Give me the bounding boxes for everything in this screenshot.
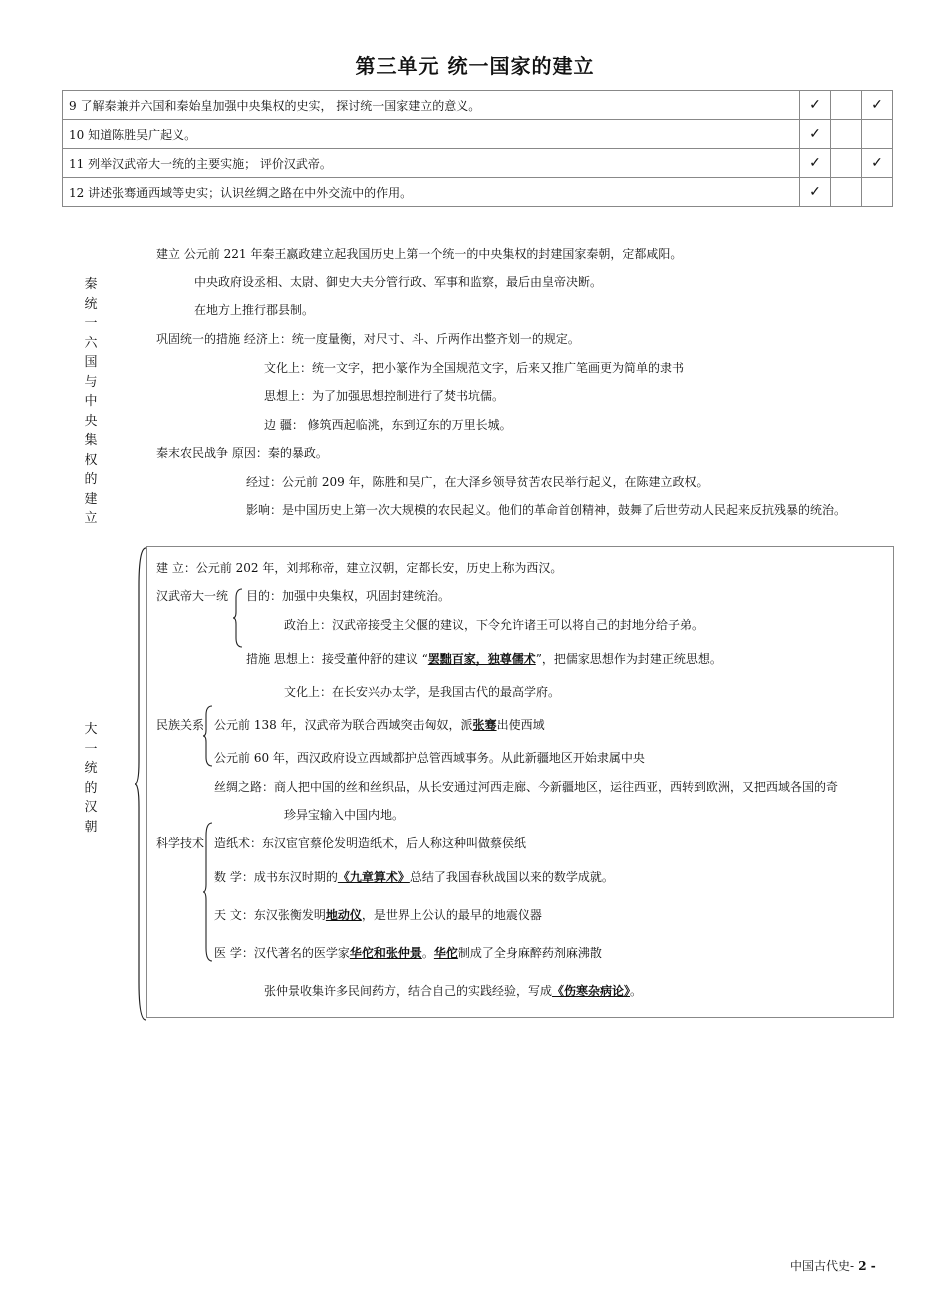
objective-row [63,120,893,149]
han-line-8: 丝绸之路：商人把中国的丝和丝织品，从长安通过河西走廊、今新疆地区，运往西亚，西转到欧洲，又把西域各国的奇 [214,780,839,794]
page-title: 第三单元 统一国家的建立 [355,54,595,78]
han-line-4: 措施 思想上：接受董仲舒的建议 “罢黜百家，独尊儒术”，把儒家思想作为封建正统思想。 [246,652,722,666]
highlight-term: 罢黜百家，独尊儒术 [427,652,536,666]
han-ethnic-brace-icon [202,705,214,767]
check-mark-cell [862,120,893,149]
han-line-10: 造纸术：东汉宦官蔡伦发明造纸术，后人称这种叫做蔡侯纸 [214,836,527,850]
check-mark-cell: ✓ [800,91,831,120]
qin-line-1: 建立 公元前 221 年秦王嬴政建立起我国历史上第一个统一的中央集权的封建国家秦朝，定都咸阳。 [156,247,683,261]
han-line-6: 公元前 138 年，汉武帝为联合西域突击匈奴，派张骞出使西域 [214,718,545,732]
footer-label: 中国古代史- [790,1259,855,1273]
han-line-2-label: 汉武帝大一统 [156,589,229,603]
objective-text: 11 列举汉武帝大一统的主要实施； 评价汉武帝。 [63,149,800,178]
han-line-13: 医 学：汉代著名的医学家华佗和张仲景。华佗制成了全身麻醉药剂麻沸散 [214,946,602,960]
qin-line-4: 巩固统一的措施 经济上：统一度量衡，对尺寸、斗、斤两作出整齐划一的规定。 [156,332,580,346]
qin-line-2: 中央政府设丞相、太尉、御史大夫分管行政、军事和监察，最后由皇帝决断。 [194,275,603,289]
check-mark-cell: ✓ [800,149,831,178]
qin-line-9: 经过：公元前 209 年，陈胜和吴广，在大泽乡领导贫苦农民举行起义，在陈建立政权。 [246,475,709,489]
page-footer [790,1257,876,1274]
highlight-term: 《伤寒杂病论》 [552,984,631,998]
check-mark-cell: ✓ [862,149,893,178]
han-line-1: 建 立：公元前 202 年，刘邦称帝，建立汉朝，定都长安，历史上称为西汉。 [156,561,563,575]
check-mark-cell: ✓ [800,178,831,207]
page-number: 2 - [854,1259,876,1273]
highlight-term: 张骞 [472,718,497,732]
han-side-title: 大一统的汉朝 [84,722,98,835]
han-line-12: 天 文：东汉张衡发明地动仪，是世界上公认的最早的地震仪器 [214,908,542,922]
check-mark-cell [831,149,862,178]
han-emperor-brace-icon [232,588,244,648]
han-line-14: 张仲景收集许多民间药方，结合自己的实践经验，写成《伤寒杂病论》。 [264,984,643,998]
qin-line-10: 影响：是中国历史上第一次大规模的农民起义。他们的革命首创精神，鼓舞了后世劳动人民起来反抗残暴的统治。 [246,503,847,517]
objective-text: 9 了解秦兼并六国和秦始皇加强中央集权的史实， 探讨统一国家建立的意义。 [63,91,800,120]
han-line-6-label: 民族关系 [156,718,205,732]
han-line-7: 公元前 60 年，西汉政府设立西域都护总管西域事务。从此新疆地区开始隶属中央 [214,751,645,765]
objective-row [63,178,893,207]
check-mark-cell [862,178,893,207]
qin-line-5: 文化上：统一文字，把小篆作为全国规范文字，后来又推广笔画更为简单的隶书 [264,361,685,375]
highlight-term: 华佗和张仲景 [349,946,422,960]
objective-row [63,91,893,120]
qin-line-6: 思想上：为了加强思想控制进行了焚书坑儒。 [264,389,505,403]
check-mark-cell: ✓ [800,120,831,149]
highlight-term: 地动仪 [325,908,362,922]
objective-text: 10 知道陈胜吴广起义。 [63,120,800,149]
han-line-9: 珍异宝输入中国内地。 [284,808,405,822]
objectives-table [62,90,893,207]
check-mark-cell [831,178,862,207]
objective-row [63,149,893,178]
qin-side-title: 秦统一六国与中央集权的建立 [84,277,98,526]
check-mark-cell [831,120,862,149]
qin-line-3: 在地方上推行郡县制。 [194,303,315,317]
objective-text: 12 讲述张骞通西域等史实；认识丝绸之路在中外交流中的作用。 [63,178,800,207]
han-line-5: 文化上：在长安兴办太学，是我国古代的最高学府。 [284,685,561,699]
qin-line-7: 边 疆： 修筑西起临洮，东到辽东的万里长城。 [264,418,512,432]
han-line-3: 政治上：汉武帝接受主父偃的建议，下令允许诸王可以将自己的封地分给子弟。 [284,618,705,632]
check-mark-cell: ✓ [862,91,893,120]
han-line-2-goal: 目的：加强中央集权，巩固封建统治。 [246,589,451,603]
highlight-term: 华佗 [433,946,458,960]
han-line-11: 数 学：成书东汉时期的《九章算术》总结了我国春秋战国以来的数学成就。 [214,870,614,884]
han-science-brace-icon [202,822,214,962]
han-line-10-label: 科学技术 [156,836,205,850]
highlight-term: 《九章算术》 [337,870,410,884]
qin-line-8: 秦末农民战争 原因：秦的暴政。 [156,446,328,460]
check-mark-cell [831,91,862,120]
